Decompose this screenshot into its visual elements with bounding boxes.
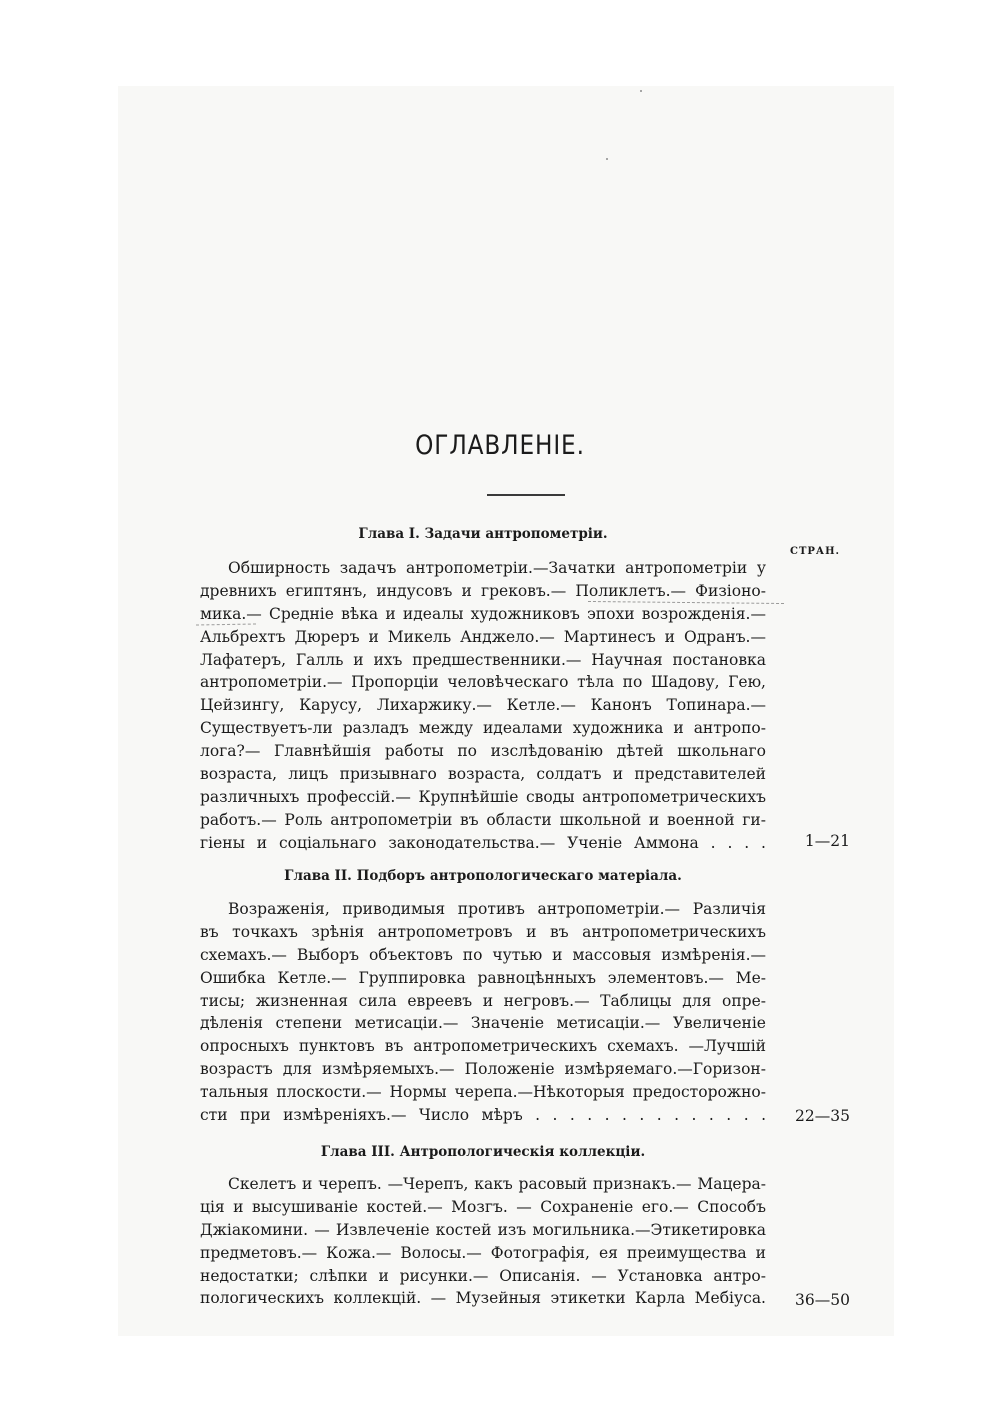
page-title: ОГЛАВЛЕНІЕ. [415,430,585,461]
chapter-3-heading: Глава III. Антропологическія коллекціи. [320,1144,646,1160]
chapter-1-heading: Глава I. Задачи антропометріи. [358,526,608,542]
text-line: Альбрехтъ Дюреръ и Микель Анджело.— Мартинесъ и Одранъ.— [200,627,766,646]
text-line: тальныя плоскости.— Нормы черепа.—Нѣкоторыя предосторожно- [200,1083,766,1102]
chapter-3-summary [200,1173,766,1310]
chapter-2-heading: Глава II. Подборъ антропологическаго матеріала. [284,868,682,884]
text-line: въ точкахъ зрѣнія антропометровъ и въ антропометрическихъ [200,922,766,941]
text-line: возраста, лицъ призывнаго возраста, солдатъ и представителей [200,765,766,784]
text-line: Лафатеръ, Галль и ихъ предшественники.— Научная постановка [200,650,766,669]
text-line: тисы; жизненная сила евреевъ и негровъ.— Таблицы для опре- [200,991,766,1010]
title-divider [487,494,565,496]
chapter-2-summary [200,898,766,1127]
text-line: различныхъ профессій.— Крупнѣйшіе своды антропометрическихъ [200,787,766,806]
text-line: недостатки; слѣпки и рисунки.— Описанія. — Установка антро- [200,1266,766,1285]
text-line: Обширность задачъ антропометріи.—Зачатки антропометріи у [228,559,766,577]
print-speck [606,158,608,160]
text-line: дѣленія степени метисаціи.— Значеніе метисаціи.— Увеличеніе [200,1014,766,1033]
text-line: Возраженія, приводимыя противъ антропометріи.— Различія [228,900,766,918]
text-line: Ошибка Кетле.— Группировка равноцѣнныхъ элементовъ.— Ме- [200,968,766,987]
text-line: пологическихъ коллекцій. — Музейныя этикетки Карла Мебіуса. [200,1289,766,1308]
text-line: гіены и соціальнаго законодательства.— Ученіе Аммона . . . . [200,833,766,852]
text-line: лога?— Главнѣйшія работы по изслѣдованію дѣтей школьнаго [200,742,766,761]
text-line: Скелетъ и черепъ. —Черепъ, какъ расовый признакъ.— Мацера- [228,1175,766,1193]
text-line: предметовъ.— Кожа.— Волосы.— Фотографія, ея преимущества и [200,1243,766,1262]
text-line: Цейзингу, Карусу, Лихаржику.— Кетле.— Канонъ Топинара.— [200,696,766,715]
chapter-2-pages: 22—35 [795,1107,850,1125]
text-line: древнихъ египтянъ, индусовъ и грековъ.— Поликлетъ.— Физіоно- [200,581,766,600]
text-line: Джіакомини. — Извлеченіе костей изъ могильника.—Этикетировка [200,1220,766,1239]
text-line: возрастъ для измѣряемыхъ.— Положеніе измѣряемаго.—Горизон- [200,1060,766,1079]
text-line: схемахъ.— Выборъ объектовъ по чутью и массовыя измѣренія.— [200,945,766,964]
chapter-3-pages: 36—50 [795,1291,850,1309]
text-line: сти при измѣреніяхъ.— Число мѣръ . . . . . . . . . . . . . . [200,1106,766,1125]
text-line: Существуетъ-ли разладъ между идеалами художника и антропо- [200,719,766,738]
text-line: антропометріи.— Пропорціи человѣческаго тѣла по Шадову, Гею, [200,673,766,692]
text-line: опросныхъ пунктовъ въ антропометрическихъ схемахъ. —Лучшій [200,1037,766,1056]
text-line: работъ.— Роль антропометріи въ области школьной и военной ги- [200,810,766,829]
pages-column-label: СТРАН. [790,546,840,557]
text-line: мика.— Средніе вѣка и идеалы художниковъ эпохи возрожденія.— [200,604,766,623]
chapter-1-pages: 1—21 [804,832,850,850]
print-speck [640,90,642,92]
text-line: ція и высушиваніе костей.— Мозгъ. — Сохраненіе его.— Способъ [200,1197,766,1216]
